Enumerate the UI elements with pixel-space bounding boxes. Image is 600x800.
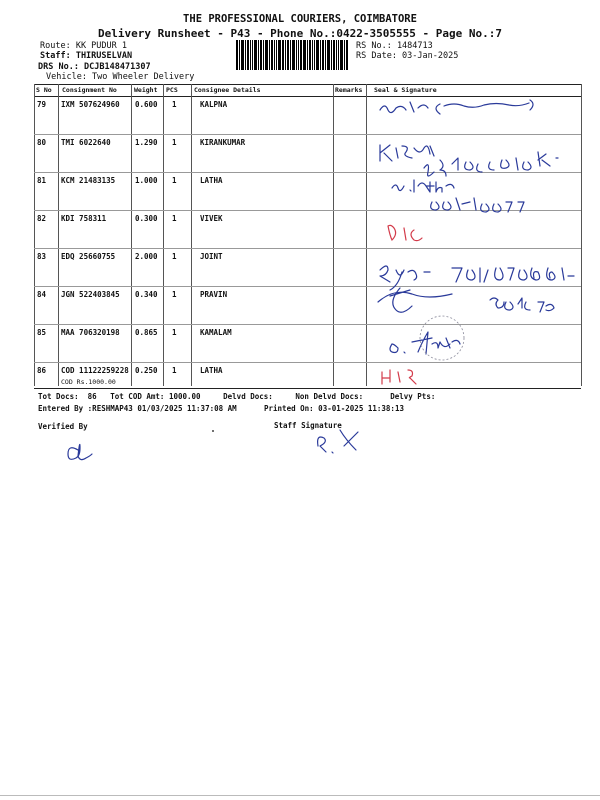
row-sno: 79	[37, 100, 47, 109]
row-sno: 85	[37, 328, 47, 337]
row-consignee: KALPNA	[200, 100, 228, 109]
cod-note: COD Rs.1000.00	[61, 378, 116, 386]
row-consignee: JOINT	[200, 252, 223, 261]
verified-by-label: Verified By	[38, 422, 88, 431]
runsheet-subtitle: Delivery Runsheet - P43 - Phone No.:0422-3505555 - Page No.:7	[98, 27, 502, 40]
col-seal-signature: Seal & Signature	[374, 86, 437, 94]
company-title: THE PROFESSIONAL COURIERS, COIMBATORE	[183, 13, 417, 25]
printed-on: Printed On: 03-01-2025 11:38:13	[264, 404, 404, 413]
row-pcs: 1	[172, 100, 177, 109]
row-weight: 1.000	[135, 176, 158, 185]
row-consignment: COD 11122259228	[61, 366, 129, 375]
row-weight: 0.600	[135, 100, 158, 109]
route-label: Route: KK PUDUR 1	[40, 41, 127, 51]
page-bottom-edge	[0, 795, 600, 796]
col-remarks: Remarks	[335, 86, 363, 94]
row-pcs: 1	[172, 252, 177, 261]
drs-number: DRS No.: DCJB148471307	[38, 62, 151, 72]
row-consignment: TMI 6022640	[61, 138, 111, 147]
row-consignment: JGN 522403845	[61, 290, 120, 299]
row-pcs: 1	[172, 176, 177, 185]
stray-mark	[212, 430, 214, 432]
staff-label: Staff: THIRUSELVAN	[40, 51, 133, 61]
row-sno: 83	[37, 252, 47, 261]
row-consignee: LATHA	[200, 176, 223, 185]
col-sno: S No	[36, 86, 52, 94]
row-sno: 86	[37, 366, 47, 375]
row-weight: 0.250	[135, 366, 158, 375]
row-weight: 0.300	[135, 214, 158, 223]
row-sno: 82	[37, 214, 47, 223]
row-pcs: 1	[172, 138, 177, 147]
row-sno: 80	[37, 138, 47, 147]
row-weight: 1.290	[135, 138, 158, 147]
staff-signature-label: Staff Signature	[274, 421, 342, 430]
row-pcs: 1	[172, 214, 177, 223]
row-consignment: EDQ 25660755	[61, 252, 116, 261]
totals-line: Tot Docs: 86 Tot COD Amt: 1000.00 Delvd Docs: Non Delvd Docs: Delvy Pts:	[38, 392, 436, 401]
row-consignee: LATHA	[200, 366, 223, 375]
entered-by: Entered By :RESHMAP43 01/03/2025 11:37:08 AM	[38, 404, 237, 413]
row-weight: 2.000	[135, 252, 158, 261]
col-consignment: Consignment No	[62, 86, 117, 94]
row-consignment: IXM 507624960	[61, 100, 120, 109]
rs-number: RS No.: 1484713	[356, 41, 433, 51]
row-sno: 84	[37, 290, 47, 299]
row-weight: 0.340	[135, 290, 158, 299]
row-consignment: KCM 21483135	[61, 176, 116, 185]
row-pcs: 1	[172, 290, 177, 299]
col-pcs: PCS	[166, 86, 178, 94]
row-consignment: KDI 758311	[61, 214, 107, 223]
row-consignee: VIVEK	[200, 214, 223, 223]
col-weight: Weight	[134, 86, 158, 94]
row-weight: 0.865	[135, 328, 158, 337]
row-consignment: MAA 706320198	[61, 328, 120, 337]
row-consignee: PRAVIN	[200, 290, 228, 299]
row-pcs: 1	[172, 328, 177, 337]
row-pcs: 1	[172, 366, 177, 375]
row-consignee: KIRANKUMAR	[200, 138, 246, 147]
row-consignee: KAMALAM	[200, 328, 232, 337]
vehicle-label: Vehicle: Two Wheeler Delivery	[46, 72, 195, 82]
col-consignee: Consignee Details	[194, 86, 261, 94]
rs-date: RS Date: 03-Jan-2025	[356, 51, 459, 61]
row-sno: 81	[37, 176, 47, 185]
